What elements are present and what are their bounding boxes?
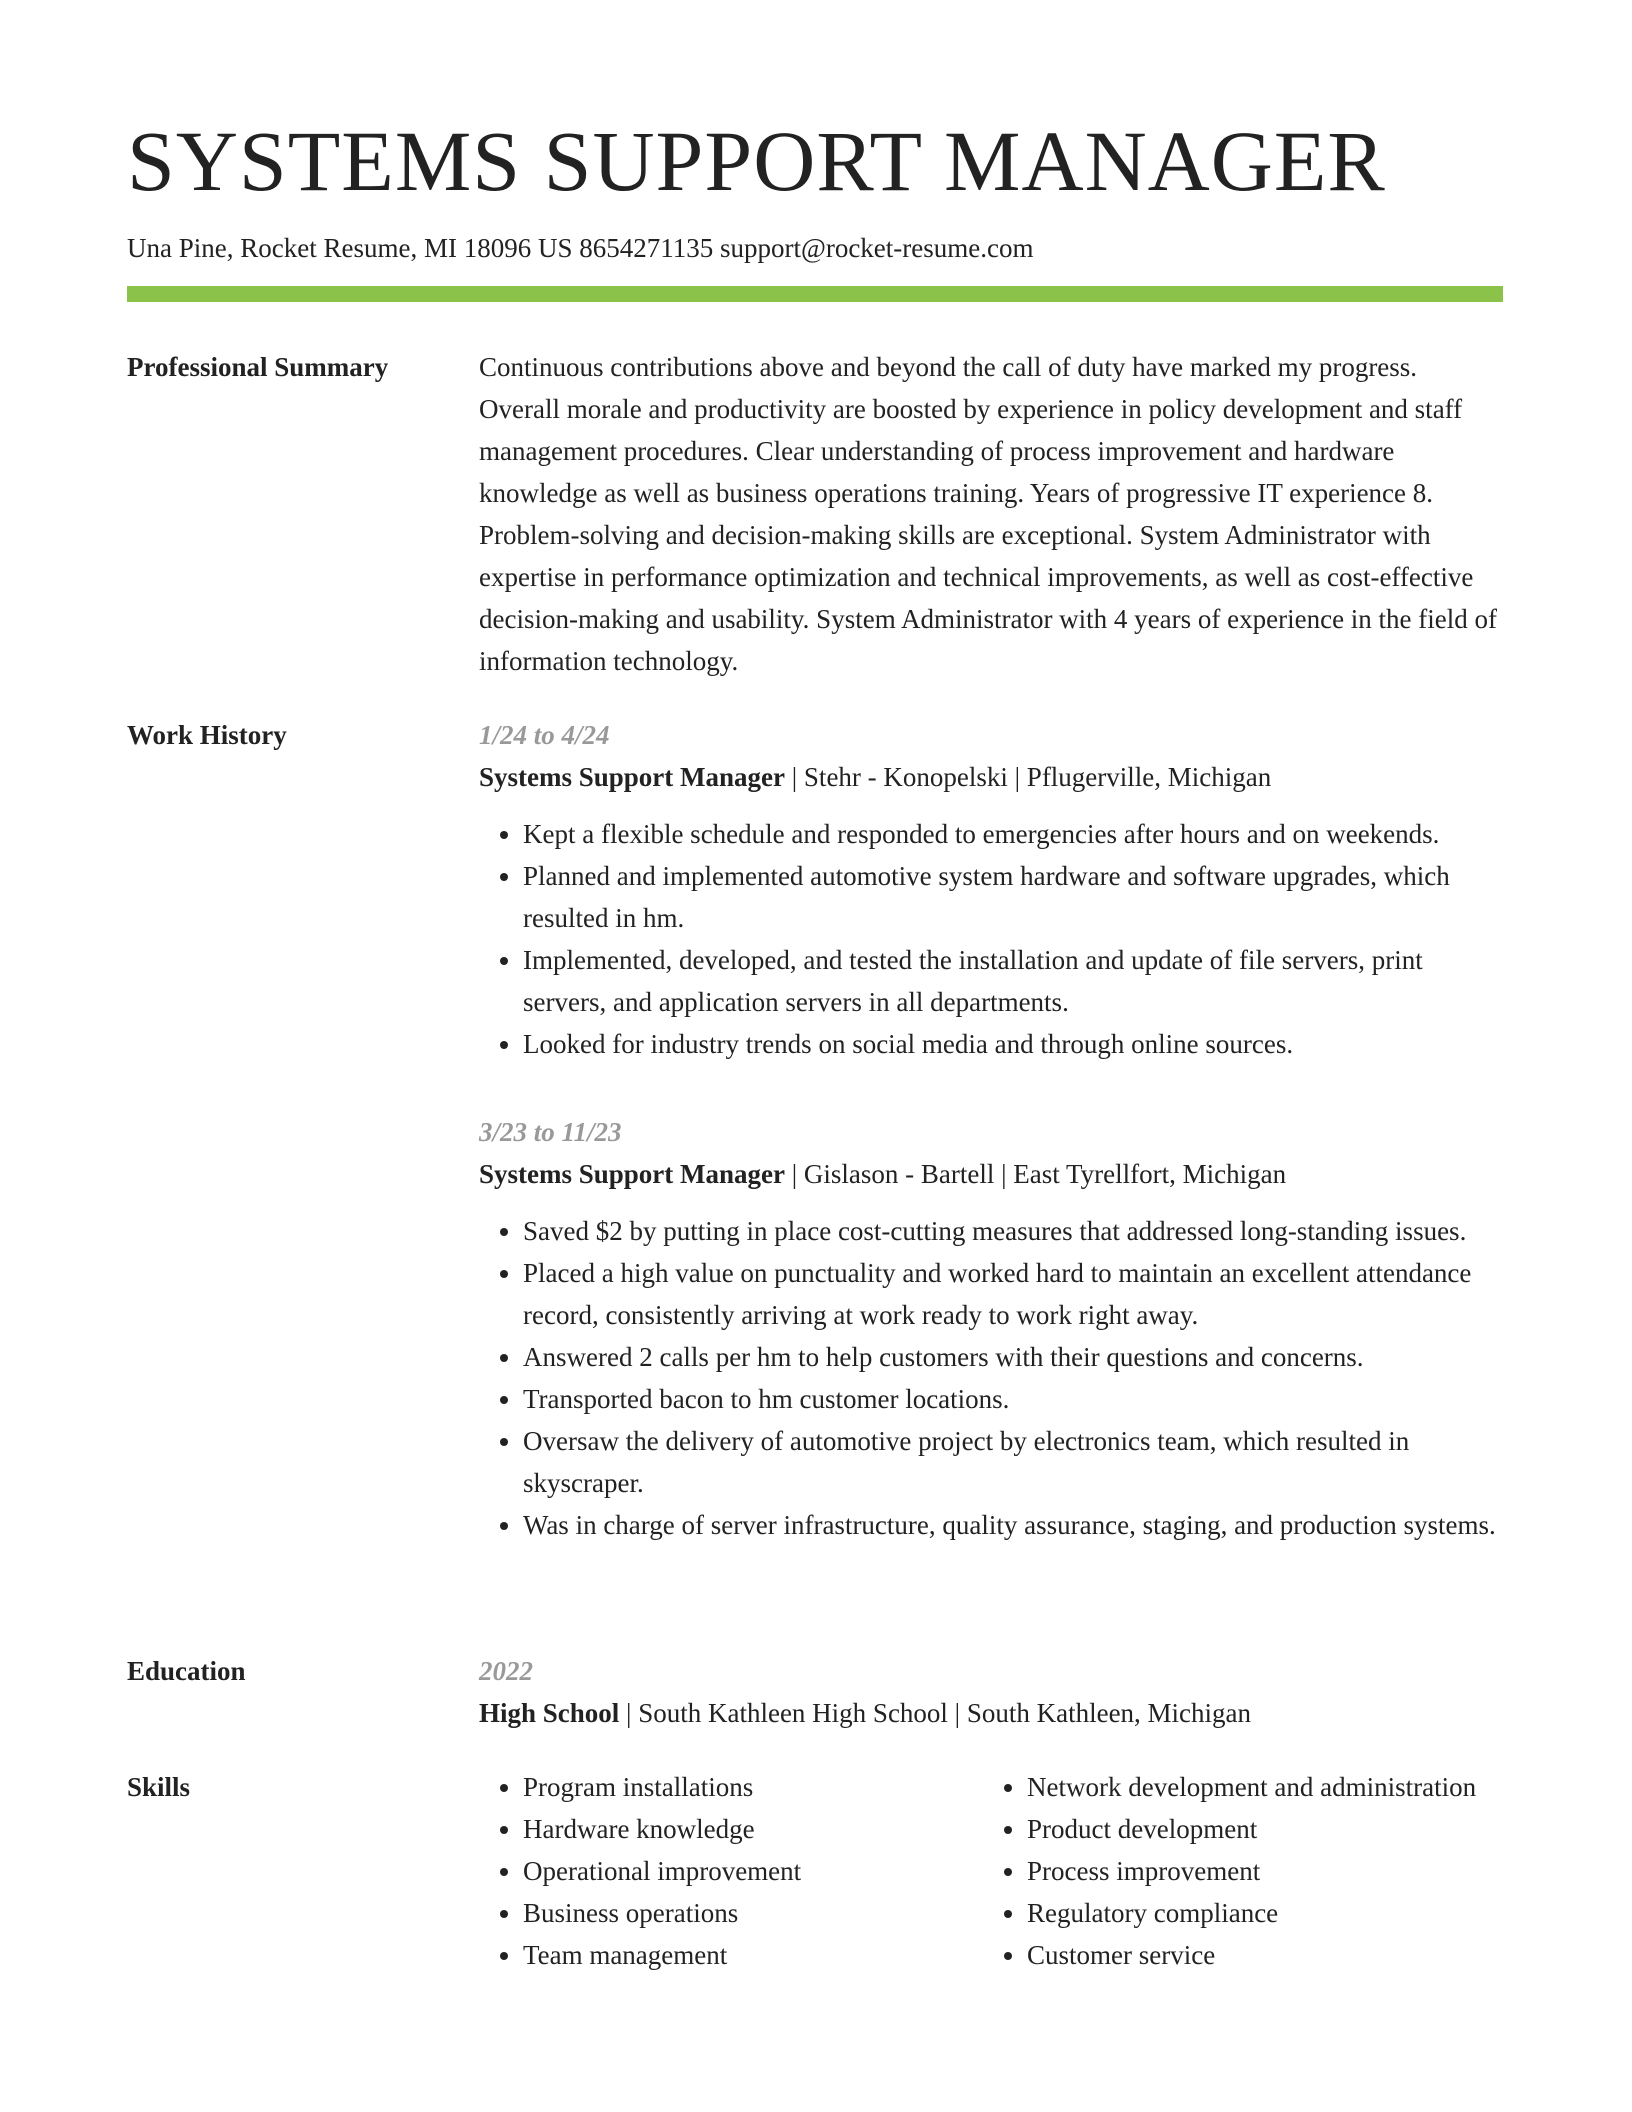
job-bullets	[479, 813, 1503, 1065]
education-line	[479, 1692, 1503, 1734]
job-entry	[479, 714, 1503, 1065]
job-dates: 3/23 to 11/23	[479, 1117, 622, 1147]
skill-item: • Hardware knowledge	[523, 1808, 983, 1850]
job-dates: 1/24 to 4/24	[479, 720, 610, 750]
job-bullet: • Implemented, developed, and tested the installation and update of file servers, print servers, and application servers in all departments.	[523, 939, 1503, 1023]
education-year: 2022	[479, 1656, 533, 1686]
skill-item: • Business operations	[523, 1892, 983, 1934]
job-title: Systems Support Manager	[479, 1159, 786, 1189]
skill-item: • Team management	[523, 1934, 983, 1976]
skill-item: • Customer service	[1027, 1934, 1487, 1976]
job-company-location: | Gislason - Bartell | East Tyrellfort, Michigan	[785, 1159, 1287, 1189]
work-history-body	[479, 714, 1503, 1546]
job-bullet: • Saved $2 by putting in place cost-cutting measures that addressed long-standing issues.	[523, 1210, 1503, 1252]
job-entry	[479, 1111, 1503, 1546]
education-heading: Education	[127, 1656, 246, 1686]
summary-body	[479, 346, 1503, 682]
skill-item: • Product development	[1027, 1808, 1487, 1850]
job-bullet: • Oversaw the delivery of automotive project by electronics team, which resulted in skyscraper.	[523, 1420, 1503, 1504]
job-bullet: • Answered 2 calls per hm to help customers with their questions and concerns.	[523, 1336, 1503, 1378]
skills-list-right	[983, 1766, 1487, 1976]
accent-divider	[127, 286, 1503, 302]
skill-item: • Operational improvement	[523, 1850, 983, 1892]
summary-heading: Professional Summary	[127, 352, 389, 382]
skills-heading: Skills	[127, 1772, 191, 1802]
skill-item: • Program installations	[523, 1766, 983, 1808]
job-bullet: • Was in charge of server infrastructure, quality assurance, staging, and production systems.	[523, 1504, 1503, 1546]
contact-info: Una Pine, Rocket Resume, MI 18096 US 8654271135 support@rocket-resume.com	[127, 233, 1034, 263]
skill-item: • Network development and administration	[1027, 1766, 1487, 1808]
summary-text: Continuous contributions above and beyond the call of duty have marked my progress. Overall morale and productivity are boosted by experience in policy development and staff management procedures. Clear understanding of process improvement and hardware knowledge as well as business operations training. Years of progressive IT experience 8. Problem-solving and decision-making skills are exceptional. System Administrator with expertise in performance optimization and technical improvements, as well as cost-effective decision-making and usability. System Administrator with 4 years of experience in the field of information technology.	[479, 352, 1498, 676]
education-degree: High School	[479, 1698, 620, 1728]
job-bullets	[479, 1210, 1503, 1546]
job-bullet: • Kept a flexible schedule and responded to emergencies after hours and on weekends.	[523, 813, 1503, 855]
skills-body	[479, 1766, 1503, 1976]
job-title-line	[479, 1153, 1503, 1195]
skills-list-left	[479, 1766, 983, 1976]
job-bullet: • Placed a high value on punctuality and worked hard to maintain an excellent attendance record, consistently arriving at work ready to work right away.	[523, 1252, 1503, 1336]
candidate-name: SYSTEMS SUPPORT MANAGER	[127, 113, 1386, 209]
job-title-line	[479, 756, 1503, 798]
skills-columns	[479, 1766, 1503, 1976]
job-title: Systems Support Manager	[479, 762, 786, 792]
job-bullet: • Transported bacon to hm customer locations.	[523, 1378, 1503, 1420]
skill-item: • Regulatory compliance	[1027, 1892, 1487, 1934]
education-school-location: | South Kathleen High School | South Kathleen, Michigan	[619, 1698, 1252, 1728]
job-company-location: | Stehr - Konopelski | Pflugerville, Michigan	[785, 762, 1272, 792]
skill-item: • Process improvement	[1027, 1850, 1487, 1892]
job-bullet: • Planned and implemented automotive system hardware and software upgrades, which resulted in hm.	[523, 855, 1503, 939]
education-body	[479, 1650, 1503, 1734]
work-history-heading: Work History	[127, 720, 287, 750]
job-bullet: • Looked for industry trends on social media and through online sources.	[523, 1023, 1503, 1065]
